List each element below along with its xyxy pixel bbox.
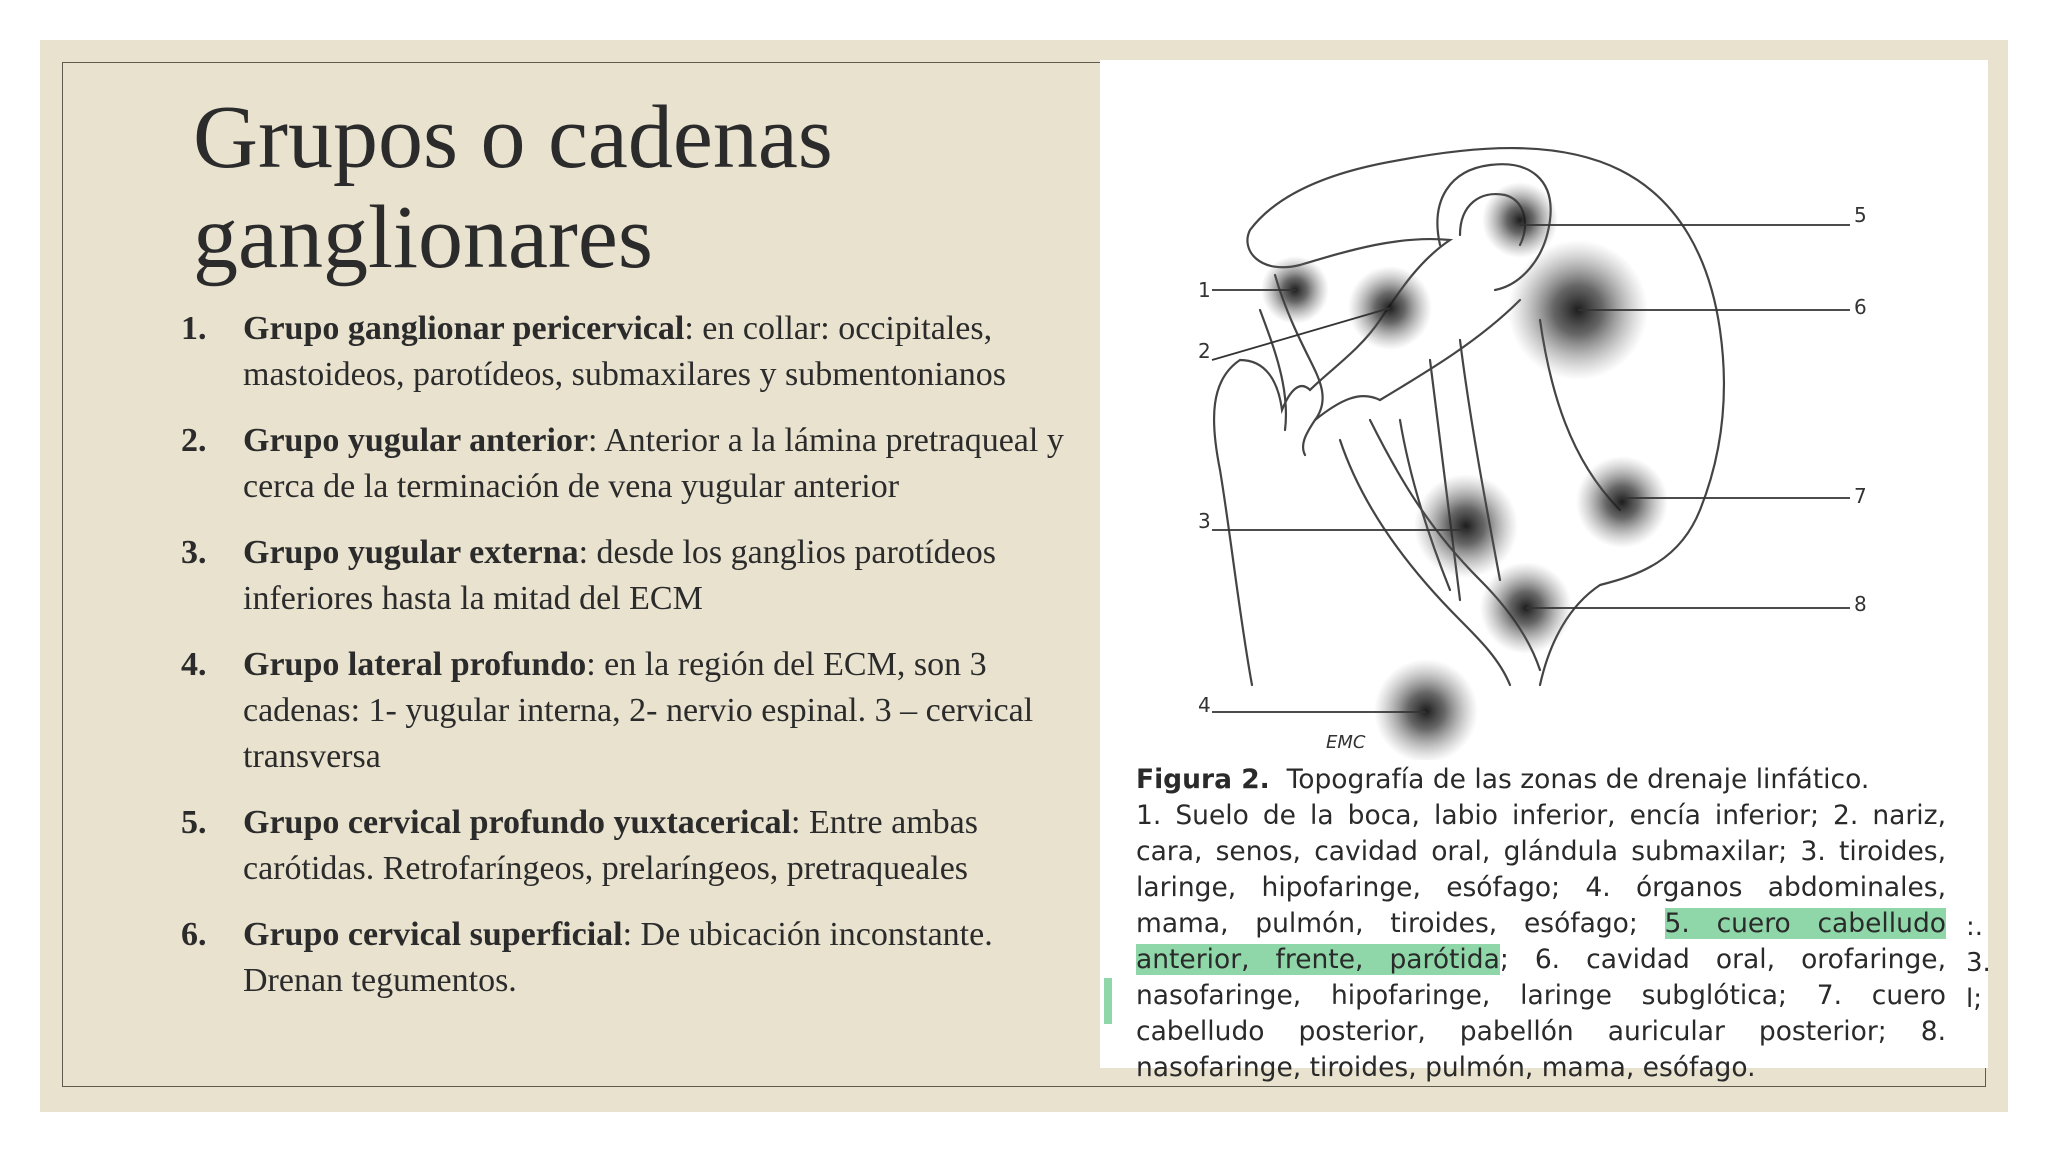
- item-number: 5.: [181, 804, 207, 841]
- node-4: [1374, 659, 1478, 760]
- item-description: : en la región del ECM, son 3 cadenas: 1- yugular interna, 2- nervio espinal. 3 – cervical transversa: [243, 646, 1034, 775]
- item-description: : desde los ganglios parotídeos inferiores hasta la mitad del ECM: [243, 534, 996, 617]
- caption-label: Figura 2.: [1136, 764, 1270, 795]
- item-description: : De ubicación inconstante. Drenan tegumentos.: [243, 916, 993, 999]
- item-heading: Grupo ganglionar pericervical: [243, 310, 685, 347]
- figure-label-3: 3: [1198, 509, 1211, 533]
- item-number: 3.: [181, 534, 207, 571]
- highlight-edge: [1104, 978, 1112, 1024]
- list-item: [181, 642, 1091, 780]
- figure-label-2: 2: [1198, 339, 1211, 363]
- list-item: [181, 530, 1091, 622]
- caption-highlight: 5. cuero cabelludo anterior, frente, parótida: [1136, 908, 1946, 975]
- node-5: [1482, 182, 1558, 258]
- item-heading: Grupo yugular externa: [243, 534, 579, 571]
- item-heading: Grupo yugular anterior: [243, 422, 589, 459]
- item-description: : Entre ambas carótidas. Retrofaríngeos, prelaríngeos, pretraqueales: [243, 804, 978, 887]
- item-heading: Grupo lateral profundo: [243, 646, 587, 683]
- figure-label-1: 1: [1198, 278, 1211, 302]
- figure-label-5: 5: [1854, 203, 1867, 227]
- lymph-drainage-illustration: [1100, 60, 1988, 760]
- node-3: [1414, 474, 1518, 578]
- item-number: 6.: [181, 916, 207, 953]
- slide-title: Grupos o cadenas ganglionares: [193, 88, 833, 287]
- list-item: [181, 800, 1091, 892]
- node-7: [1576, 456, 1668, 548]
- artist-signature: EMC: [1326, 732, 1366, 753]
- caption-text: 1. Suelo de la boca, labio inferior, encía inferior; 2. nariz, cara, senos, cavidad oral, glándula submaxilar; 3. tiroides, laringe, hipofaringe, esófago; 4. órganos abdominales, mama, pulmón, tiroides, esófago;: [1136, 800, 1946, 939]
- list-item: [181, 306, 1091, 398]
- figure-label-8: 8: [1854, 592, 1867, 616]
- item-number: 1.: [181, 310, 207, 347]
- clipped-text-mark: l;: [1966, 984, 1982, 1014]
- figure-label-4: 4: [1198, 693, 1211, 717]
- figure-caption: [1136, 762, 1946, 1086]
- list-item: [181, 418, 1091, 510]
- item-heading: Grupo cervical profundo yuxtacerical: [243, 804, 792, 841]
- caption-text-continued: ; 6. cavidad oral, orofaringe, nasofaringe, hipofaringe, laringe subglótica; 7. cuero cabelludo posterior, pabellón auricular posterior; 8. nasofaringe, tiroides, pulmón, mama, esófago.: [1136, 944, 1947, 1083]
- item-number: 4.: [181, 646, 207, 683]
- item-description: : Anterior a la lámina pretraqueal y cerca de la terminación de vena yugular anterior: [243, 422, 1064, 505]
- item-number: 2.: [181, 422, 207, 459]
- figure-label-7: 7: [1854, 484, 1867, 508]
- item-heading: Grupo cervical superficial: [243, 916, 623, 953]
- clipped-text-mark: :.: [1966, 912, 1984, 942]
- caption-title: Topografía de las zonas de drenaje linfático.: [1286, 764, 1870, 795]
- head-outline: [1214, 148, 1724, 685]
- figure-panel: [1100, 60, 1988, 1083]
- clipped-text-mark: 3.: [1966, 948, 1991, 978]
- list-item: [181, 912, 1091, 1004]
- figure-label-6: 6: [1854, 295, 1867, 319]
- item-description: : en collar: occipitales, mastoideos, parotídeos, submaxilares y submentonianos: [243, 310, 1006, 393]
- groups-list: [181, 306, 1091, 1024]
